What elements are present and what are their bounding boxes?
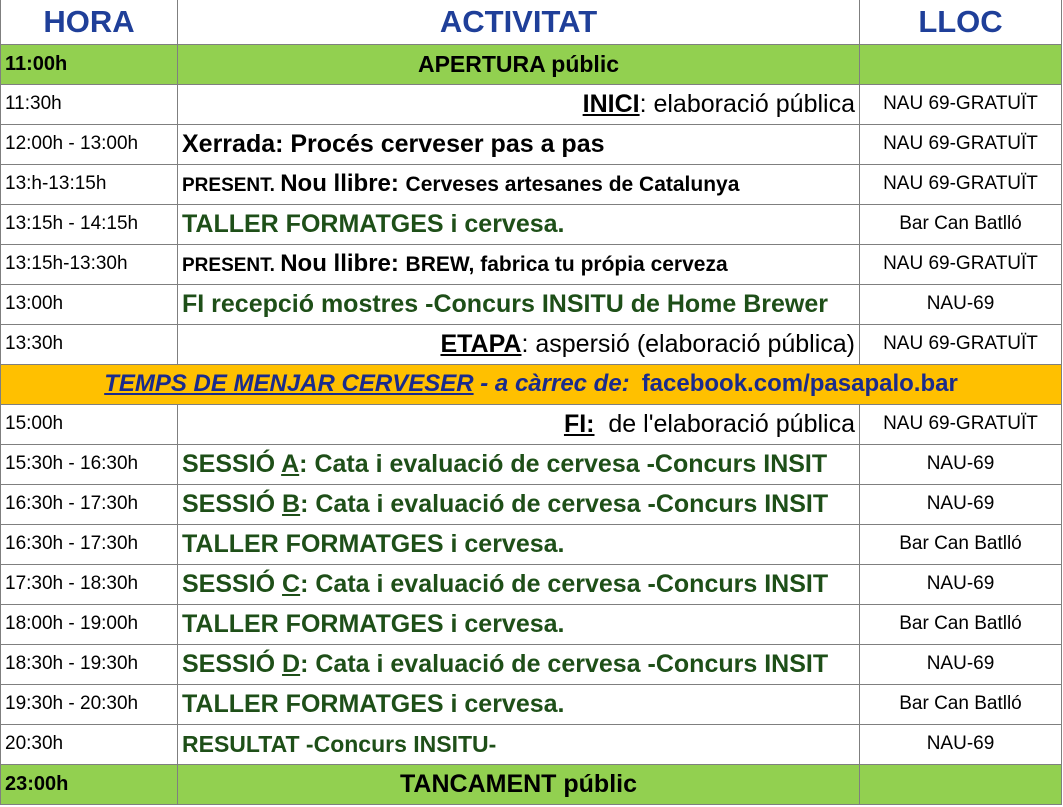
cell-lloc[interactable]: NAU-69 <box>860 564 1062 604</box>
cell-lloc[interactable] <box>860 44 1062 84</box>
cell-activitat[interactable]: TANCAMENT públic <box>178 764 860 804</box>
cell-hora[interactable]: 16:30h - 17:30h <box>1 524 178 564</box>
activity-text: de l'elaboració pública <box>594 409 855 438</box>
activity-text: BREW, fabrica tu própia cerveza <box>405 253 728 276</box>
table-row <box>1 124 1062 164</box>
cell-lloc[interactable]: NAU-69 <box>860 724 1062 764</box>
table-row <box>1 484 1062 524</box>
table-row <box>1 324 1062 364</box>
table-row <box>1 204 1062 244</box>
cell-activitat[interactable] <box>178 244 860 284</box>
cell-hora[interactable]: 12:00h - 13:00h <box>1 124 178 164</box>
cell-hora[interactable]: 15:30h - 16:30h <box>1 444 178 484</box>
cell-activitat[interactable] <box>178 164 860 204</box>
cell-lloc[interactable]: NAU 69-GRATUÏT <box>860 404 1062 444</box>
cell-hora[interactable]: 23:00h <box>1 764 178 804</box>
activity-prefix: PRESENT. <box>182 255 281 276</box>
cell-lloc[interactable]: Bar Can Batlló <box>860 524 1062 564</box>
activity-keyword: A <box>281 449 300 478</box>
cell-lloc[interactable]: NAU-69 <box>860 484 1062 524</box>
activity-keyword: Nou llibre: <box>280 250 406 277</box>
table-row <box>1 604 1062 644</box>
cell-lloc[interactable] <box>860 764 1062 804</box>
cell-lloc[interactable]: NAU-69 <box>860 644 1062 684</box>
cell-activitat[interactable]: FI recepció mostres -Concurs INSITU de Home Brewer <box>178 284 860 324</box>
activity-text: Cerveses artesanes de Catalunya <box>405 173 740 196</box>
cell-activitat[interactable]: TALLER FORMATGES i cervesa. <box>178 604 860 644</box>
cell-hora[interactable]: 17:30h - 18:30h <box>1 564 178 604</box>
table-row <box>1 564 1062 604</box>
header-activitat[interactable]: ACTIVITAT <box>178 0 860 44</box>
cell-lloc[interactable]: NAU 69-GRATUÏT <box>860 84 1062 124</box>
activity-keyword: C <box>282 569 301 598</box>
activity-prefix: SESSIÓ <box>182 489 283 518</box>
table-row <box>1 84 1062 124</box>
banner-title: TEMPS DE MENJAR CERVESER <box>104 370 474 397</box>
cell-hora[interactable]: 13:00h <box>1 284 178 324</box>
cell-hora[interactable]: 18:00h - 19:00h <box>1 604 178 644</box>
table-row <box>1 524 1062 564</box>
activity-text: : elaboració pública <box>639 89 855 118</box>
table-row <box>1 44 1062 84</box>
cell-activitat[interactable] <box>178 444 860 484</box>
activity-keyword: Nou llibre: <box>280 170 406 197</box>
table-row <box>1 164 1062 204</box>
table-row <box>1 244 1062 284</box>
activity-text: : Cata i evaluació de cervesa -Concurs INSIT <box>300 489 829 518</box>
table-row <box>1 404 1062 444</box>
table-row <box>1 724 1062 764</box>
cell-activitat[interactable] <box>178 404 860 444</box>
activity-prefix: SESSIÓ <box>182 569 283 598</box>
table-row <box>1 764 1062 804</box>
cell-activitat[interactable]: TALLER FORMATGES i cervesa. <box>178 684 860 724</box>
cell-hora[interactable]: 15:00h <box>1 404 178 444</box>
cell-lloc[interactable]: NAU-69 <box>860 444 1062 484</box>
activity-keyword: B <box>282 489 301 518</box>
activity-keyword: D <box>282 649 301 678</box>
cell-activitat[interactable] <box>178 644 860 684</box>
activity-text: : Cata i evaluació de cervesa -Concurs INSIT <box>299 449 828 478</box>
cell-activitat[interactable]: APERTURA públic <box>178 44 860 84</box>
cell-activitat[interactable] <box>178 84 860 124</box>
cell-hora[interactable]: 13:30h <box>1 324 178 364</box>
lunch-banner[interactable] <box>1 364 1062 404</box>
cell-lloc[interactable]: Bar Can Batlló <box>860 684 1062 724</box>
activity-prefix: PRESENT. <box>182 175 281 196</box>
cell-activitat[interactable] <box>178 564 860 604</box>
cell-activitat[interactable]: Xerrada: Procés cerveser pas a pas <box>178 124 860 164</box>
activity-prefix: SESSIÓ <box>182 449 282 478</box>
cell-lloc[interactable]: Bar Can Batlló <box>860 604 1062 644</box>
activity-text: : Cata i evaluació de cervesa -Concurs INSIT <box>300 649 829 678</box>
cell-lloc[interactable]: NAU 69-GRATUÏT <box>860 164 1062 204</box>
cell-activitat[interactable] <box>178 324 860 364</box>
table-row <box>1 684 1062 724</box>
activity-text: : Cata i evaluació de cervesa -Concurs INSIT <box>300 569 829 598</box>
activity-text: : aspersió (elaboració pública) <box>521 329 855 358</box>
header-lloc[interactable]: LLOC <box>860 0 1062 44</box>
cell-hora[interactable]: 11:00h <box>1 44 178 84</box>
cell-lloc[interactable]: Bar Can Batlló <box>860 204 1062 244</box>
table-row <box>1 644 1062 684</box>
cell-hora[interactable]: 19:30h - 20:30h <box>1 684 178 724</box>
cell-lloc[interactable]: NAU 69-GRATUÏT <box>860 324 1062 364</box>
cell-lloc[interactable]: NAU-69 <box>860 284 1062 324</box>
cell-activitat[interactable] <box>178 484 860 524</box>
cell-activitat[interactable]: RESULTAT -Concurs INSITU- <box>178 724 860 764</box>
activity-prefix: SESSIÓ <box>182 649 283 678</box>
cell-hora[interactable]: 20:30h <box>1 724 178 764</box>
cell-lloc[interactable]: NAU 69-GRATUÏT <box>860 244 1062 284</box>
activity-keyword: ETAPA <box>440 329 522 358</box>
cell-hora[interactable]: 13:15h - 14:15h <box>1 204 178 244</box>
header-row <box>1 0 1062 44</box>
cell-hora[interactable]: 16:30h - 17:30h <box>1 484 178 524</box>
cell-activitat[interactable]: TALLER FORMATGES i cervesa. <box>178 524 860 564</box>
cell-hora[interactable]: 13:h-13:15h <box>1 164 178 204</box>
header-hora[interactable]: HORA <box>1 0 178 44</box>
cell-lloc[interactable]: NAU 69-GRATUÏT <box>860 124 1062 164</box>
cell-hora[interactable]: 13:15h-13:30h <box>1 244 178 284</box>
cell-activitat[interactable]: TALLER FORMATGES i cervesa. <box>178 204 860 244</box>
cell-hora[interactable]: 18:30h - 19:30h <box>1 644 178 684</box>
activity-keyword: FI: <box>563 409 595 438</box>
banner-caption: - a càrrec de: <box>473 370 630 397</box>
facebook-link[interactable]: facebook.com/pasapalo.bar <box>641 370 958 397</box>
table-row <box>1 444 1062 484</box>
cell-hora[interactable]: 11:30h <box>1 84 178 124</box>
activity-keyword: INICI <box>582 89 640 118</box>
banner-row <box>1 364 1062 404</box>
table-row <box>1 284 1062 324</box>
